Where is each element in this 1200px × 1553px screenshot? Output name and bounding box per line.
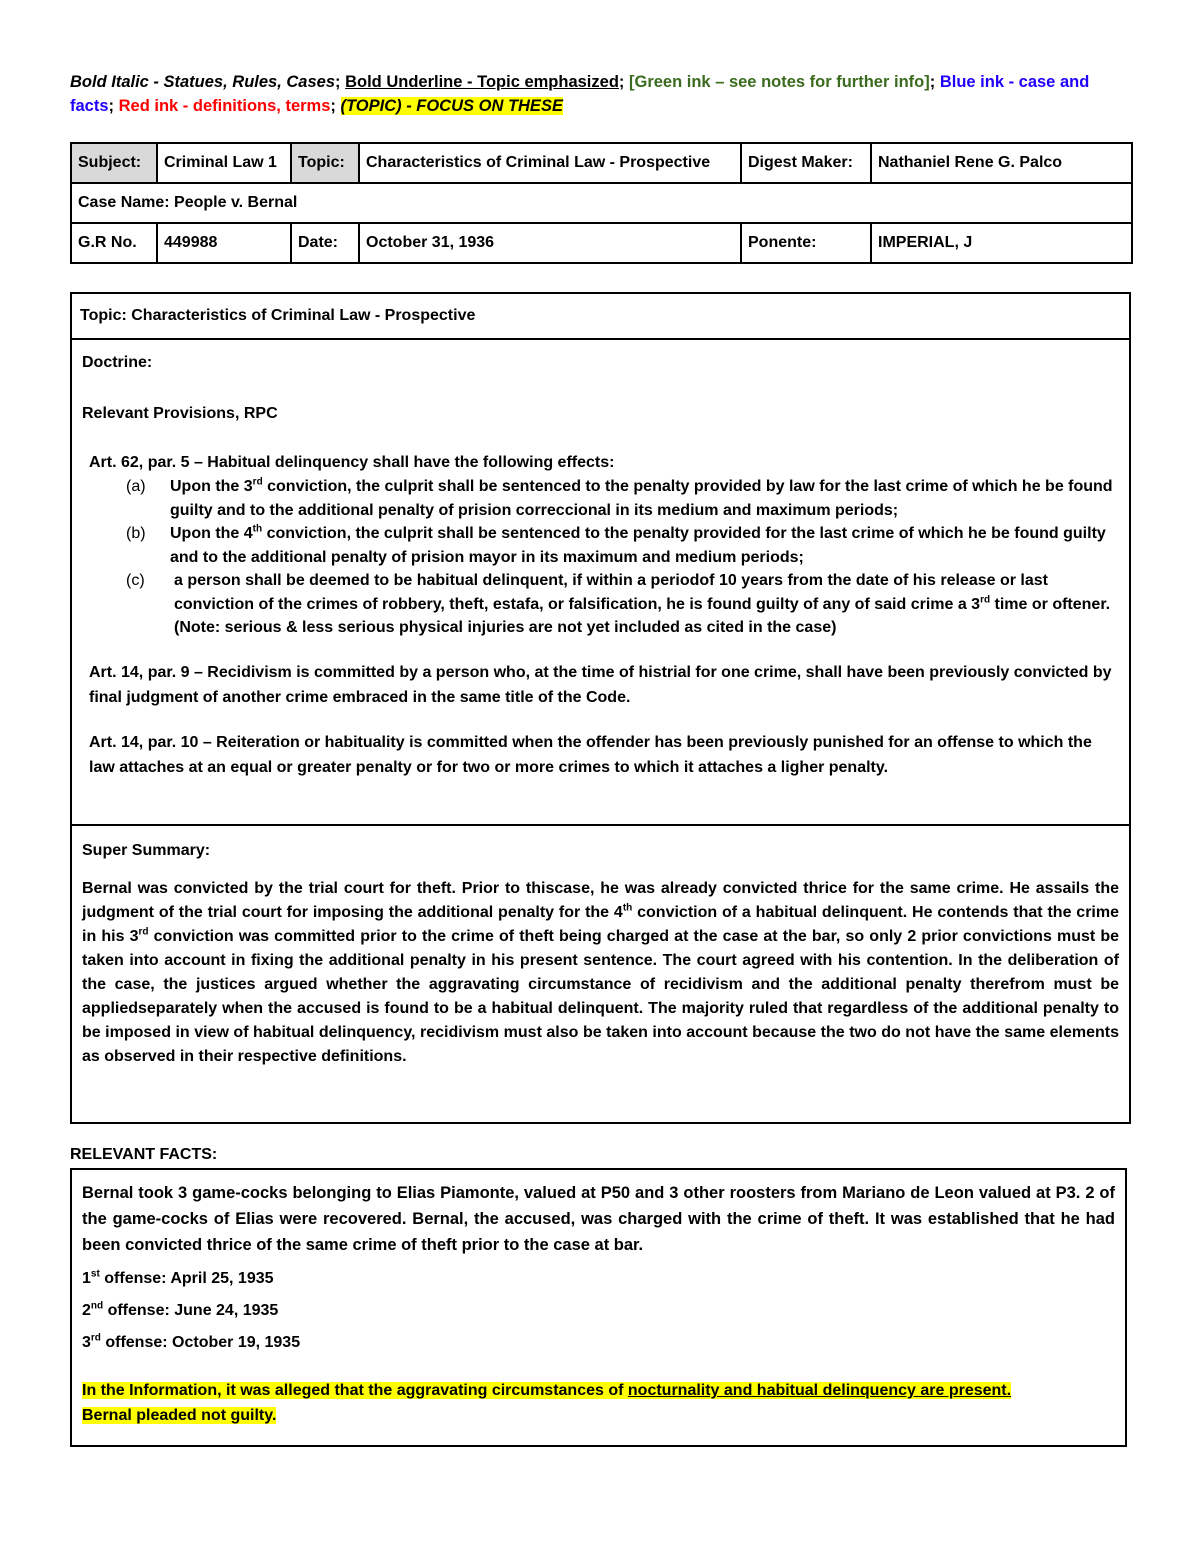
art14-par10: Art. 14, par. 10 – Reiteration or habituality is committed when the offender has been previously punished for an offense to which the law attaches at an equal or greater penalty or for two or more crimes to which it attaches a ligher penalty.	[89, 733, 1092, 776]
date-label: Date:	[291, 223, 359, 263]
art62-item-b: (b) Upon the 4th conviction, the culprit shall be sentenced to the penalty provided for the last crime of which he be found guilty and to the additional penalty of prision mayor in its maximum and medium periods;	[126, 523, 1106, 566]
case-header-table	[70, 142, 1133, 264]
digest-maker-label: Digest Maker:	[741, 143, 871, 183]
digest-maker-value: Nathaniel Rene G. Palco	[871, 143, 1132, 183]
header-row-case	[71, 183, 1132, 223]
art62-item-c: (c) a person shall be deemed to be habitual delinquent, if within a periodof 10 years from the date of his release or last conviction of the crimes of robbery, theft, estafa, or falsification, he is found guilty of any of said crime a 3rd time or oftener. (Note: serious & less serious physical injuries are not yet included as cited in the case)	[126, 572, 1111, 636]
subject-label: Subject:	[71, 143, 157, 183]
header-row-gr	[71, 223, 1132, 263]
ponente-value: IMPERIAL, J	[871, 223, 1132, 263]
header-row-subject	[71, 143, 1132, 183]
art62-items	[82, 475, 1119, 640]
case-name: Case Name: People v. Bernal	[71, 183, 1132, 223]
offense-1: 1st offense: April 25, 1935	[82, 1268, 274, 1287]
ponente-label: Ponente:	[741, 223, 871, 263]
offense-3: 3rd offense: October 19, 1935	[82, 1332, 301, 1351]
super-summary-label: Super Summary:	[82, 842, 211, 859]
topic-value: Characteristics of Criminal Law - Prospective	[359, 143, 741, 183]
offense-2: 2nd offense: June 24, 1935	[82, 1300, 279, 1319]
art62-item-a: (a) Upon the 3rd conviction, the culprit shall be sentenced to the penalty provided by law for the last crime of which he be found guilty and to the additional penalty of prision correccional in its medium and maximum periods;	[126, 476, 1113, 519]
super-summary-text: Bernal was convicted by the trial court for theft. Prior to thiscase, he was already convicted thrice for the same crime. He assails the judgment of the trial court for imposing the additional penalty for the 4th conviction of a habitual delinquent. He contends that the crime in his 3rd conviction was committed prior to the crime of theft being charged at the case at the bar, so only 2 prior convictions must be taken into account in fixing the additional penalty in his present sentence. The court agreed with his contention. In the deliberation of the case, the justices argued whether the aggravating circumstance of recidivism and the additional penalty therefrom must be appliedseparately when the accused is found to be a habitual delinquent. The majority ruled that regardless of the additional penalty to be imposed in view of habitual delinquency, recidivism must also be taken into account because the two do not have the same elements as observed in their respective definitions.	[82, 880, 1120, 1065]
facts-paragraph: Bernal took 3 game-cocks belonging to Elias Piamonte, valued at P50 and 3 other roosters from Mariano de Leon valued at P3. 2 of the game-cocks of Elias were recovered. Bernal, the accused, was charged with the crime of theft. It was established that he had been convicted thrice of the same crime of theft prior to the case at bar.	[82, 1184, 1115, 1254]
legend-blue-ink: Blue ink - case and facts	[70, 73, 1090, 115]
gr-number: 449988	[157, 223, 291, 263]
facts-box	[70, 1168, 1127, 1447]
legend-bold-italic: Bold Italic - Statues, Rules, Cases	[70, 73, 335, 91]
digest-box	[70, 292, 1131, 1124]
digest-topic-row: Topic: Characteristics of Criminal Law - Prospective	[72, 294, 1129, 340]
information-allegation: In the Information, it was alleged that the aggravating circumstances of nocturnality and habitual delinquency are present. Bernal pleaded not guilty.	[82, 1382, 1012, 1424]
gr-label: G.R No.	[71, 223, 157, 263]
legend-bold-underline: Bold Underline - Topic emphasized	[345, 73, 619, 91]
doctrine-section	[72, 340, 1129, 826]
relevant-provisions-label: Relevant Provisions, RPC	[82, 405, 278, 422]
subject-value: Criminal Law 1	[157, 143, 291, 183]
art62-intro: Art. 62, par. 5 – Habitual delinquency shall have the following effects:	[89, 454, 615, 471]
legend-red-ink: Red ink - definitions, terms	[118, 97, 331, 115]
doctrine-label: Doctrine:	[82, 354, 153, 371]
date-value: October 31, 1936	[359, 223, 741, 263]
relevant-facts-heading: RELEVANT FACTS:	[70, 1146, 218, 1163]
art14-par9: Art. 14, par. 9 – Recidivism is committed by a person who, at the time of histrial for one crime, shall have been previously convicted by final judgment of another crime embraced in the same title of the Code.	[89, 663, 1112, 706]
legend-topic-focus: (TOPIC) - FOCUS ON THESE	[340, 97, 563, 115]
legend: Bold Italic - Statues, Rules, Cases; Bold Underline - Topic emphasized; [Green ink – see notes for further info]; Blue ink - case and facts; Red ink - definitions, terms; (TOPIC) - FOCUS ON THESE	[70, 73, 1090, 115]
legend-green-ink: [Green ink – see notes for further info]	[629, 73, 930, 91]
topic-label: Topic:	[291, 143, 359, 183]
super-summary-section	[72, 826, 1129, 1069]
